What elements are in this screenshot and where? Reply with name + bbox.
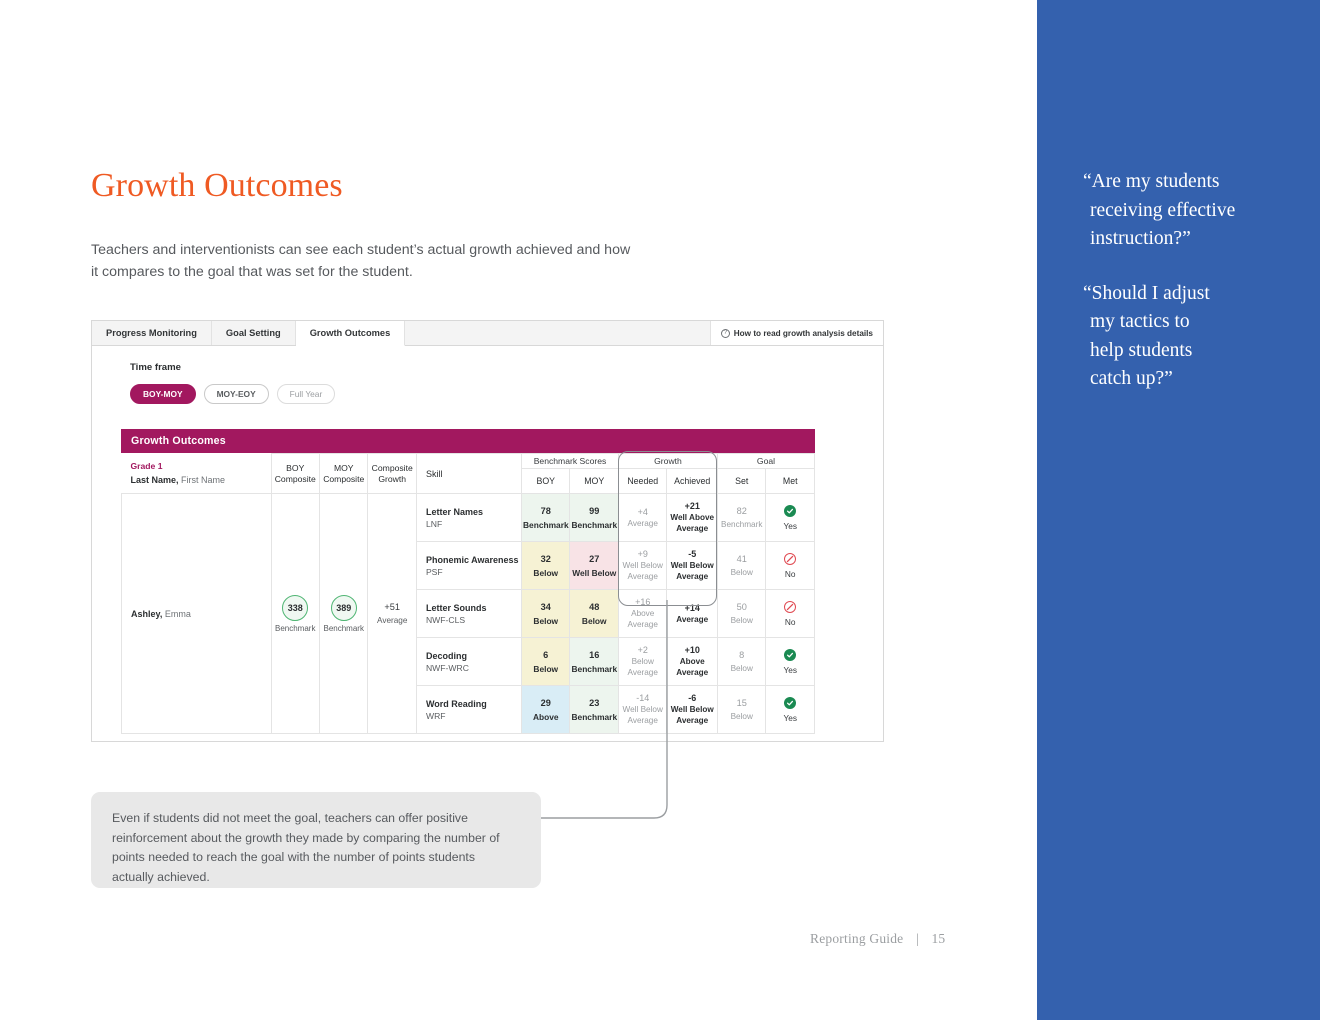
benchmark-moy-cell xyxy=(570,638,619,686)
tab-strip-filler xyxy=(405,321,710,345)
growth-outcomes-table-wrapper xyxy=(121,429,815,734)
benchmark-moy-score: 23 xyxy=(589,697,600,708)
growth-needed-value: +2 xyxy=(637,645,648,655)
composite-growth-header xyxy=(368,454,416,494)
growth-needed-value: +9 xyxy=(637,549,648,559)
growth-achieved-cell xyxy=(667,638,718,686)
quote-2 xyxy=(1083,280,1313,394)
goal-met-cell xyxy=(766,686,815,734)
sidebar-panel xyxy=(1037,0,1320,1020)
check-circle-icon xyxy=(784,697,796,709)
tab-progress-monitoring-label: Progress Monitoring xyxy=(106,328,197,338)
benchmark-scores-group-header: Benchmark Scores xyxy=(522,454,619,469)
benchmark-boy-score: 32 xyxy=(540,553,551,564)
goal-met-cell xyxy=(766,638,815,686)
goal-set-cell xyxy=(717,590,765,638)
benchmark-boy-status: Below xyxy=(533,615,559,626)
skill-abbreviation: WRF xyxy=(425,710,446,721)
benchmark-boy-cell xyxy=(522,686,570,734)
composite-growth-cell xyxy=(368,494,416,734)
last-name-header: Last Name, xyxy=(130,475,179,486)
tab-strip xyxy=(92,321,883,346)
skill-cell xyxy=(416,542,521,590)
benchmark-moy-status: Benchmark xyxy=(571,519,618,530)
goal-met-cell xyxy=(766,590,815,638)
tab-goal-setting[interactable] xyxy=(212,321,296,345)
goal-met-label: Yes xyxy=(783,712,797,723)
growth-achieved-value: +21 xyxy=(684,501,700,511)
tab-progress-monitoring[interactable] xyxy=(92,321,212,345)
boy-composite-score: 338 xyxy=(282,595,308,621)
growth-achieved-label: Average xyxy=(676,614,709,624)
growth-needed-cell xyxy=(618,542,666,590)
goal-set-label: Benchmark xyxy=(721,520,763,529)
skill-header: Skill xyxy=(416,454,521,494)
goal-set-label: Below xyxy=(730,568,753,577)
benchmark-moy-status: Well Below xyxy=(572,567,617,578)
grade-label: Grade 1 xyxy=(130,461,163,472)
growth-needed-label: Well Below Average xyxy=(622,705,663,725)
growth-needed-value: +16 xyxy=(635,597,651,607)
intro-paragraph: Teachers and interventionists can see each student’s actual growth achieved and how it compares to the goal that was set for the student. xyxy=(91,242,631,280)
table-title: Growth Outcomes xyxy=(121,429,815,453)
goal-set-label: Below xyxy=(730,616,753,625)
benchmark-moy-cell xyxy=(570,494,619,542)
skill-cell xyxy=(416,590,521,638)
check-circle-icon xyxy=(784,649,796,661)
benchmark-boy-score: 78 xyxy=(540,505,551,516)
first-name-header: First Name xyxy=(181,475,226,486)
how-to-read-link[interactable] xyxy=(711,321,883,345)
composite-growth-header-l2: Growth xyxy=(378,473,407,484)
bench-moy-header: MOY xyxy=(570,469,619,494)
skill-cell xyxy=(416,686,521,734)
skill-abbreviation: LNF xyxy=(425,518,443,529)
benchmark-boy-status: Below xyxy=(533,663,559,674)
growth-needed-cell xyxy=(618,686,666,734)
goal-set-value: 8 xyxy=(739,650,745,660)
benchmark-moy-score: 99 xyxy=(589,505,600,516)
growth-needed-header: Needed xyxy=(618,469,666,494)
growth-achieved-label: Well Below Average xyxy=(670,705,714,725)
quote-1-line-2: receiving effective xyxy=(1090,199,1236,221)
skill-name: Decoding xyxy=(425,650,467,661)
skill-name: Phonemic Awareness xyxy=(425,554,519,565)
goal-set-cell xyxy=(717,542,765,590)
moy-composite-score: 389 xyxy=(331,595,357,621)
growth-achieved-cell xyxy=(667,590,718,638)
moy-composite-header-l1: MOY xyxy=(333,462,354,473)
growth-achieved-cell xyxy=(667,686,718,734)
benchmark-boy-score: 34 xyxy=(540,601,551,612)
moy-composite-header xyxy=(319,454,367,494)
skill-abbreviation: PSF xyxy=(425,566,443,577)
goal-met-label: No xyxy=(784,616,796,627)
timeframe-option-full-year-label: Full Year xyxy=(289,389,323,399)
goal-met-label: Yes xyxy=(783,520,797,531)
growth-achieved-cell xyxy=(667,542,718,590)
benchmark-boy-status: Above xyxy=(532,711,559,722)
skill-name: Letter Names xyxy=(425,506,483,517)
goal-met-cell xyxy=(766,542,815,590)
timeframe-options xyxy=(130,384,883,404)
skill-name: Letter Sounds xyxy=(425,602,487,613)
growth-needed-label: Well Below Average xyxy=(622,561,663,581)
benchmark-moy-status: Benchmark xyxy=(571,711,618,722)
student-name-cell xyxy=(122,494,272,734)
bench-boy-header: BOY xyxy=(522,469,570,494)
growth-needed-value: -14 xyxy=(636,693,650,703)
blocked-circle-icon xyxy=(784,553,796,565)
boy-composite-header-l2: Composite xyxy=(274,473,316,484)
quote-2-line-2: my tactics to xyxy=(1090,311,1190,332)
goal-set-label: Below xyxy=(730,712,753,721)
growth-needed-value: +4 xyxy=(637,506,648,517)
quote-1 xyxy=(1083,168,1313,254)
benchmark-boy-cell xyxy=(522,590,570,638)
name-column-header xyxy=(131,475,271,485)
composite-growth-value: +51 xyxy=(384,602,400,612)
blocked-circle-icon xyxy=(784,601,796,613)
table-group-header-row xyxy=(122,454,815,469)
page-title: Growth Outcomes xyxy=(91,167,343,204)
footer-separator: | xyxy=(915,931,919,946)
growth-achieved-header: Achieved xyxy=(667,469,718,494)
goal-met-cell xyxy=(766,494,815,542)
goal-set-cell xyxy=(717,686,765,734)
growth-needed-cell xyxy=(618,494,666,542)
tab-goal-setting-label: Goal Setting xyxy=(225,328,281,338)
benchmark-boy-cell xyxy=(522,638,570,686)
growth-achieved-value: +14 xyxy=(684,602,700,613)
benchmark-boy-score: 29 xyxy=(540,697,551,708)
growth-achieved-label: Above Average xyxy=(676,657,709,677)
goal-set-label: Below xyxy=(730,664,753,673)
moy-composite-header-l2: Composite xyxy=(323,473,365,484)
benchmark-boy-cell xyxy=(522,542,570,590)
quote-2-line-1: “Should I adjust xyxy=(1083,282,1210,304)
benchmark-moy-cell xyxy=(570,590,619,638)
benchmark-moy-cell xyxy=(570,542,619,590)
timeframe-label: Time frame xyxy=(130,362,182,373)
growth-achieved-label: Well Below Average xyxy=(670,561,714,581)
benchmark-boy-cell xyxy=(522,494,570,542)
growth-needed-cell xyxy=(618,638,666,686)
composite-growth-label: Average xyxy=(377,616,408,625)
check-circle-icon xyxy=(784,505,796,517)
tab-growth-outcomes-label: Growth Outcomes xyxy=(309,328,391,338)
goal-set-value: 50 xyxy=(736,602,747,612)
goal-set-value: 82 xyxy=(736,506,747,516)
growth-achieved-value: -6 xyxy=(688,693,697,703)
name-header-cell xyxy=(122,454,272,494)
growth-needed-label: Average xyxy=(627,518,658,528)
timeframe-option-full-year[interactable] xyxy=(277,384,336,404)
boy-composite-header xyxy=(271,454,319,494)
growth-needed-cell xyxy=(618,590,666,638)
goal-met-header: Met xyxy=(766,469,815,494)
growth-outcomes-table xyxy=(121,453,815,734)
question-mark-icon: ? xyxy=(721,329,730,338)
skill-abbreviation: NWF-WRC xyxy=(425,662,469,673)
quote-1-line-1: “Are my students xyxy=(1083,171,1220,192)
growth-needed-label: Below Average xyxy=(627,657,658,677)
quote-1-line-3: instruction?” xyxy=(1090,228,1191,249)
benchmark-moy-score: 16 xyxy=(589,649,600,660)
page-footer xyxy=(810,931,945,947)
benchmark-boy-status: Below xyxy=(533,567,559,578)
moy-composite-status: Benchmark xyxy=(323,623,364,633)
footer-page-number: 15 xyxy=(931,931,946,946)
goal-set-value: 15 xyxy=(736,698,747,708)
boy-composite-status: Benchmark xyxy=(275,623,316,633)
moy-composite-cell xyxy=(319,494,367,734)
goal-set-header: Set xyxy=(717,469,765,494)
benchmark-boy-status: Benchmark xyxy=(523,519,569,530)
goal-met-label: Yes xyxy=(783,664,797,675)
table-body xyxy=(122,494,815,734)
timeframe-option-moy-eoy-label: MOY-EOY xyxy=(216,389,256,399)
table-row[interactable] xyxy=(122,494,815,542)
sidebar-quotes xyxy=(1083,168,1313,420)
how-to-read-label: How to read growth analysis details xyxy=(733,328,873,338)
student-first-name: Emma xyxy=(164,608,191,619)
quote-2-line-4: catch up?” xyxy=(1090,368,1173,389)
goal-set-cell xyxy=(717,494,765,542)
skill-name: Word Reading xyxy=(425,698,487,709)
boy-composite-cell xyxy=(271,494,319,734)
goal-group-header: Goal xyxy=(717,454,814,469)
goal-set-cell xyxy=(717,638,765,686)
benchmark-moy-cell xyxy=(570,686,619,734)
growth-achieved-value: +10 xyxy=(684,645,700,655)
skill-abbreviation: NWF-CLS xyxy=(425,614,466,625)
benchmark-moy-status: Benchmark xyxy=(571,663,618,674)
app-screenshot xyxy=(91,320,884,742)
callout-text: Even if students did not meet the goal, teachers can offer positive reinforcement about the growth they made by comparing the number of points needed to reach the goal with the number of points students actually achieved. xyxy=(112,811,500,884)
growth-group-header: Growth xyxy=(618,454,717,469)
skill-cell xyxy=(416,638,521,686)
growth-achieved-label: Well Above Average xyxy=(670,513,715,533)
benchmark-moy-score: 48 xyxy=(589,601,600,612)
benchmark-boy-score: 6 xyxy=(543,649,549,660)
timeframe-option-boy-moy[interactable] xyxy=(130,384,196,404)
benchmark-moy-score: 27 xyxy=(589,553,600,564)
goal-set-value: 41 xyxy=(736,554,747,564)
callout-box xyxy=(91,792,541,888)
goal-met-label: No xyxy=(784,568,796,579)
quote-2-line-3: help students xyxy=(1090,339,1193,361)
student-last-name: Ashley, xyxy=(131,608,163,619)
timeframe-option-moy-eoy[interactable] xyxy=(204,384,269,404)
boy-composite-header-l1: BOY xyxy=(286,462,305,473)
composite-growth-header-l1: Composite xyxy=(371,462,413,473)
tab-growth-outcomes[interactable] xyxy=(296,321,406,346)
growth-achieved-cell xyxy=(667,494,718,542)
growth-achieved-value: -5 xyxy=(688,549,697,559)
benchmark-moy-status: Below xyxy=(581,615,607,626)
timeframe-option-boy-moy-label: BOY-MOY xyxy=(143,389,183,399)
skill-cell xyxy=(416,494,521,542)
timeframe-section xyxy=(92,346,883,404)
footer-guide-label: Reporting Guide xyxy=(810,931,904,946)
growth-needed-label: Above Average xyxy=(627,609,658,629)
